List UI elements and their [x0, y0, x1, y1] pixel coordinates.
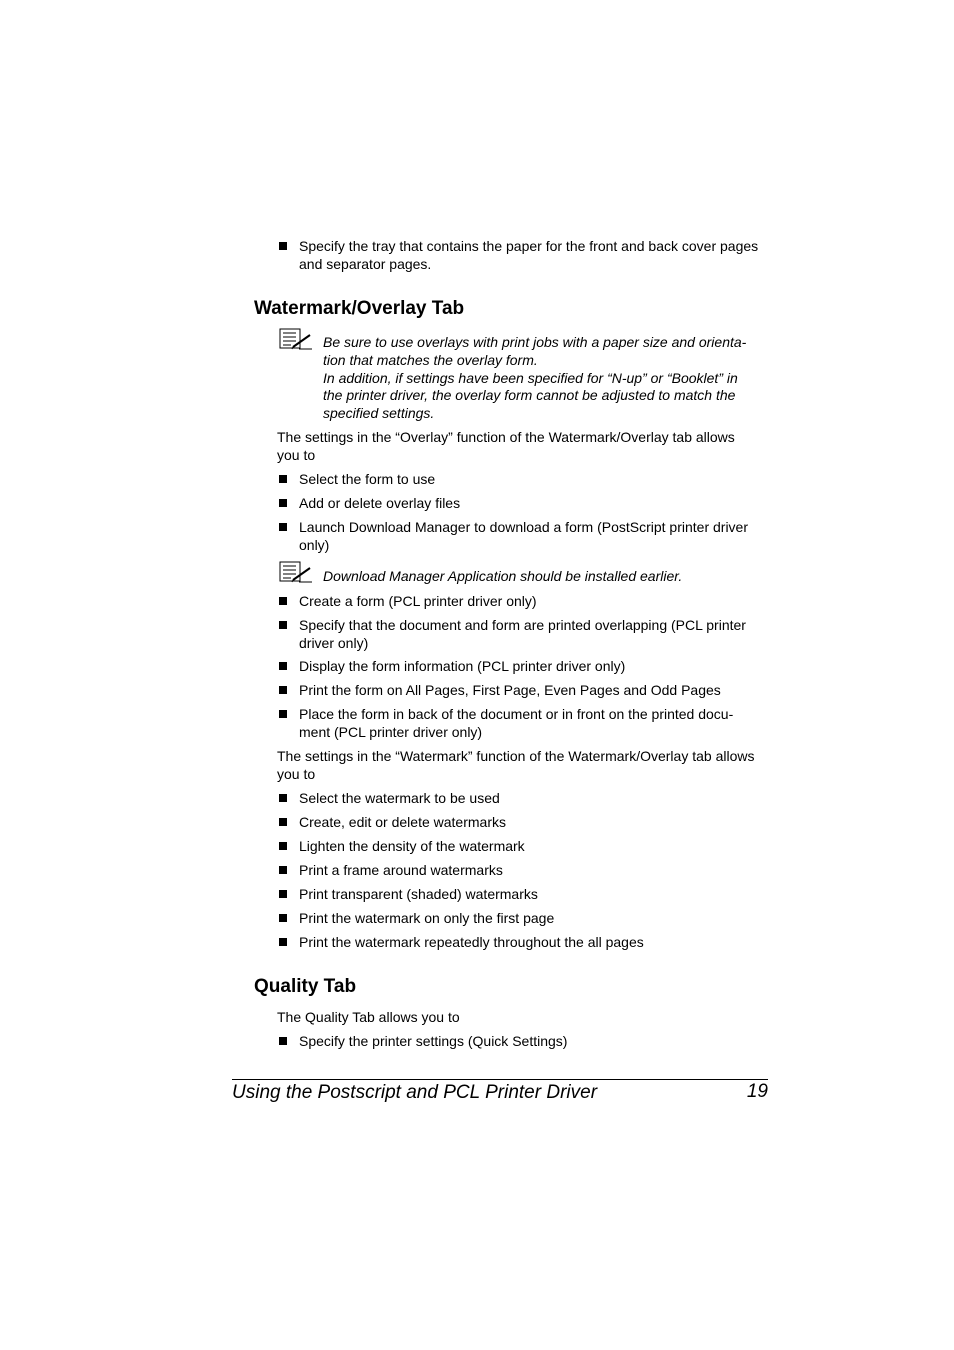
square-bullet-icon [279, 662, 287, 670]
list-item-text: Lighten the density of the watermark [299, 838, 525, 854]
list-item-text: Print the watermark repeatedly throughout the all pages [299, 934, 644, 950]
square-bullet-icon [279, 621, 287, 629]
square-bullet-icon [279, 475, 287, 483]
note-text: Be sure to use overlays with print jobs with a paper size and orienta- tion that matches the overlay form. In addition, if settings have been specified for “N-up” or “Booklet” in the printer driver, the overlay form cannot be adjusted to match the specified settings. [323, 334, 747, 422]
square-bullet-icon [279, 842, 287, 850]
square-bullet-icon [279, 938, 287, 946]
square-bullet-icon [279, 794, 287, 802]
square-bullet-icon [279, 710, 287, 718]
page-number: 19 [746, 1081, 768, 1102]
list-item-text: Launch Download Manager to download a form (PostScript printer driver only) [299, 519, 749, 553]
note-pencil-icon [279, 561, 313, 583]
section-heading-quality: Quality Tab [254, 976, 357, 997]
square-bullet-icon [279, 597, 287, 605]
note-pencil-icon [279, 328, 313, 350]
list-item-text: Specify the printer settings (Quick Settings) [299, 1033, 568, 1049]
list-item-text: Print the watermark on only the first page [299, 910, 555, 926]
square-bullet-icon [279, 1037, 287, 1045]
square-bullet-icon [279, 499, 287, 507]
list-item-text: Create a form (PCL printer driver only) [299, 593, 537, 609]
list-item-text: Print the form on All Pages, First Page, Even Pages and Odd Pages [299, 682, 721, 698]
list-item-text: Select the watermark to be used [299, 790, 500, 806]
list-item-text: Print a frame around watermarks [299, 862, 503, 878]
square-bullet-icon [279, 523, 287, 531]
square-bullet-icon [279, 686, 287, 694]
square-bullet-icon [279, 242, 287, 250]
footer-rule [232, 1079, 768, 1080]
list-item-text: Place the form in back of the document or in front on the printed docu- ment (PCL printer driver only) [299, 706, 734, 740]
square-bullet-icon [279, 818, 287, 826]
watermark-intro-paragraph: The settings in the “Watermark” function of the Watermark/Overlay tab allows you to [277, 748, 755, 782]
list-item-text: Print transparent (shaded) watermarks [299, 886, 538, 902]
overlay-intro-paragraph: The settings in the “Overlay” function of the Watermark/Overlay tab allows you to [277, 429, 735, 463]
square-bullet-icon [279, 866, 287, 874]
list-item-text: Display the form information (PCL printer driver only) [299, 658, 626, 674]
square-bullet-icon [279, 890, 287, 898]
list-item-text: Specify the tray that contains the paper for the front and back cover pages and separator pages. [299, 238, 759, 272]
list-item-text: Create, edit or delete watermarks [299, 814, 506, 830]
list-item-text: Specify that the document and form are printed overlapping (PCL printer driver only) [299, 617, 746, 651]
quality-intro-paragraph: The Quality Tab allows you to [277, 1009, 460, 1025]
section-heading-watermark-overlay: Watermark/Overlay Tab [254, 298, 465, 319]
footer-title: Using the Postscript and PCL Printer Driver [232, 1082, 598, 1103]
list-item-text: Add or delete overlay files [299, 495, 461, 511]
list-item-text: Select the form to use [299, 471, 436, 487]
square-bullet-icon [279, 914, 287, 922]
note-text: Download Manager Application should be installed earlier. [323, 568, 683, 584]
